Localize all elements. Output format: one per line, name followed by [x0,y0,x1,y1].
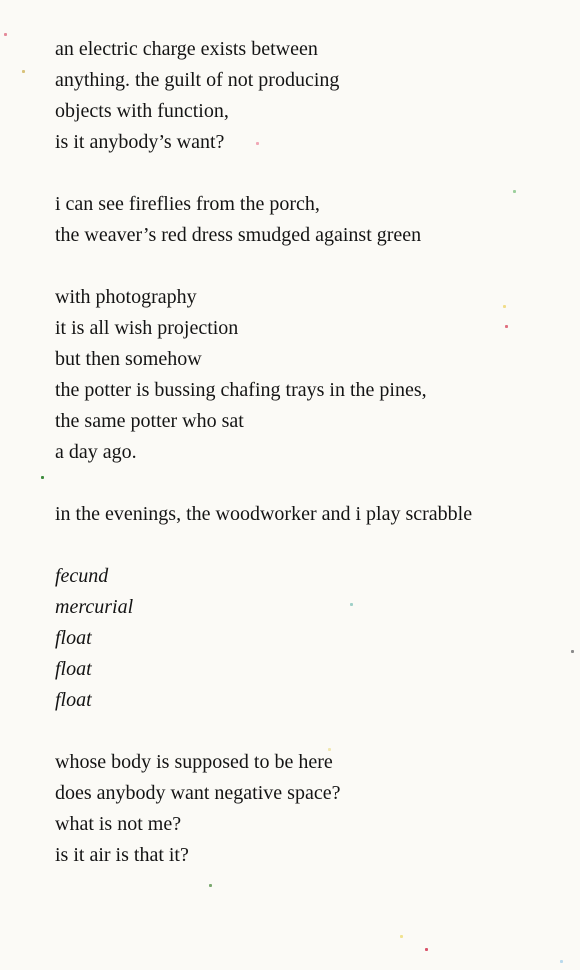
poem-line: is it anybody’s want? [55,131,225,153]
paper-speck [209,884,212,887]
poem-line: does anybody want negative space? [55,782,341,804]
italic-word-line: float [55,658,92,680]
stanza-3 [55,282,570,468]
poem-line: it is all wish projection [55,317,239,339]
poem [55,34,570,871]
poem-line: whose body is supposed to be here [55,751,333,773]
stanza-6 [55,747,570,871]
poem-line: the same potter who sat [55,410,244,432]
paper-speck [560,960,563,963]
poem-line: the weaver’s red dress smudged against green [55,224,422,246]
poem-line: anything. the guilt of not producing [55,69,340,91]
paper-speck [400,935,403,938]
poem-line: with photography [55,286,197,308]
stanza-break [55,716,570,747]
paper-speck [22,70,25,73]
poem-line: a day ago. [55,441,137,463]
stanza-2 [55,189,570,251]
italic-word-line: float [55,689,92,711]
poem-line: is it air is that it? [55,844,189,866]
poem-line: i can see fireflies from the porch, [55,193,320,215]
poem-line: objects with function, [55,100,229,122]
stanza-break [55,468,570,499]
paper-speck [425,948,428,951]
poem-line: an electric charge exists between [55,38,318,60]
italic-word-line: float [55,627,92,649]
stanza-break [55,158,570,189]
poem-line: the potter is bussing chafing trays in the pines, [55,379,427,401]
stanza-1 [55,34,570,158]
italic-word-line: fecund [55,565,109,587]
stanza-break [55,530,570,561]
stanza-5-italic [55,561,570,716]
poem-line: what is not me? [55,813,182,835]
paper-speck [4,33,7,36]
paper-speck [571,650,574,653]
stanza-break [55,251,570,282]
paper-speck [41,476,44,479]
italic-word-line: mercurial [55,596,134,618]
stanza-4 [55,499,570,530]
poem-line: in the evenings, the woodworker and i play scrabble [55,503,473,525]
poem-line: but then somehow [55,348,202,370]
